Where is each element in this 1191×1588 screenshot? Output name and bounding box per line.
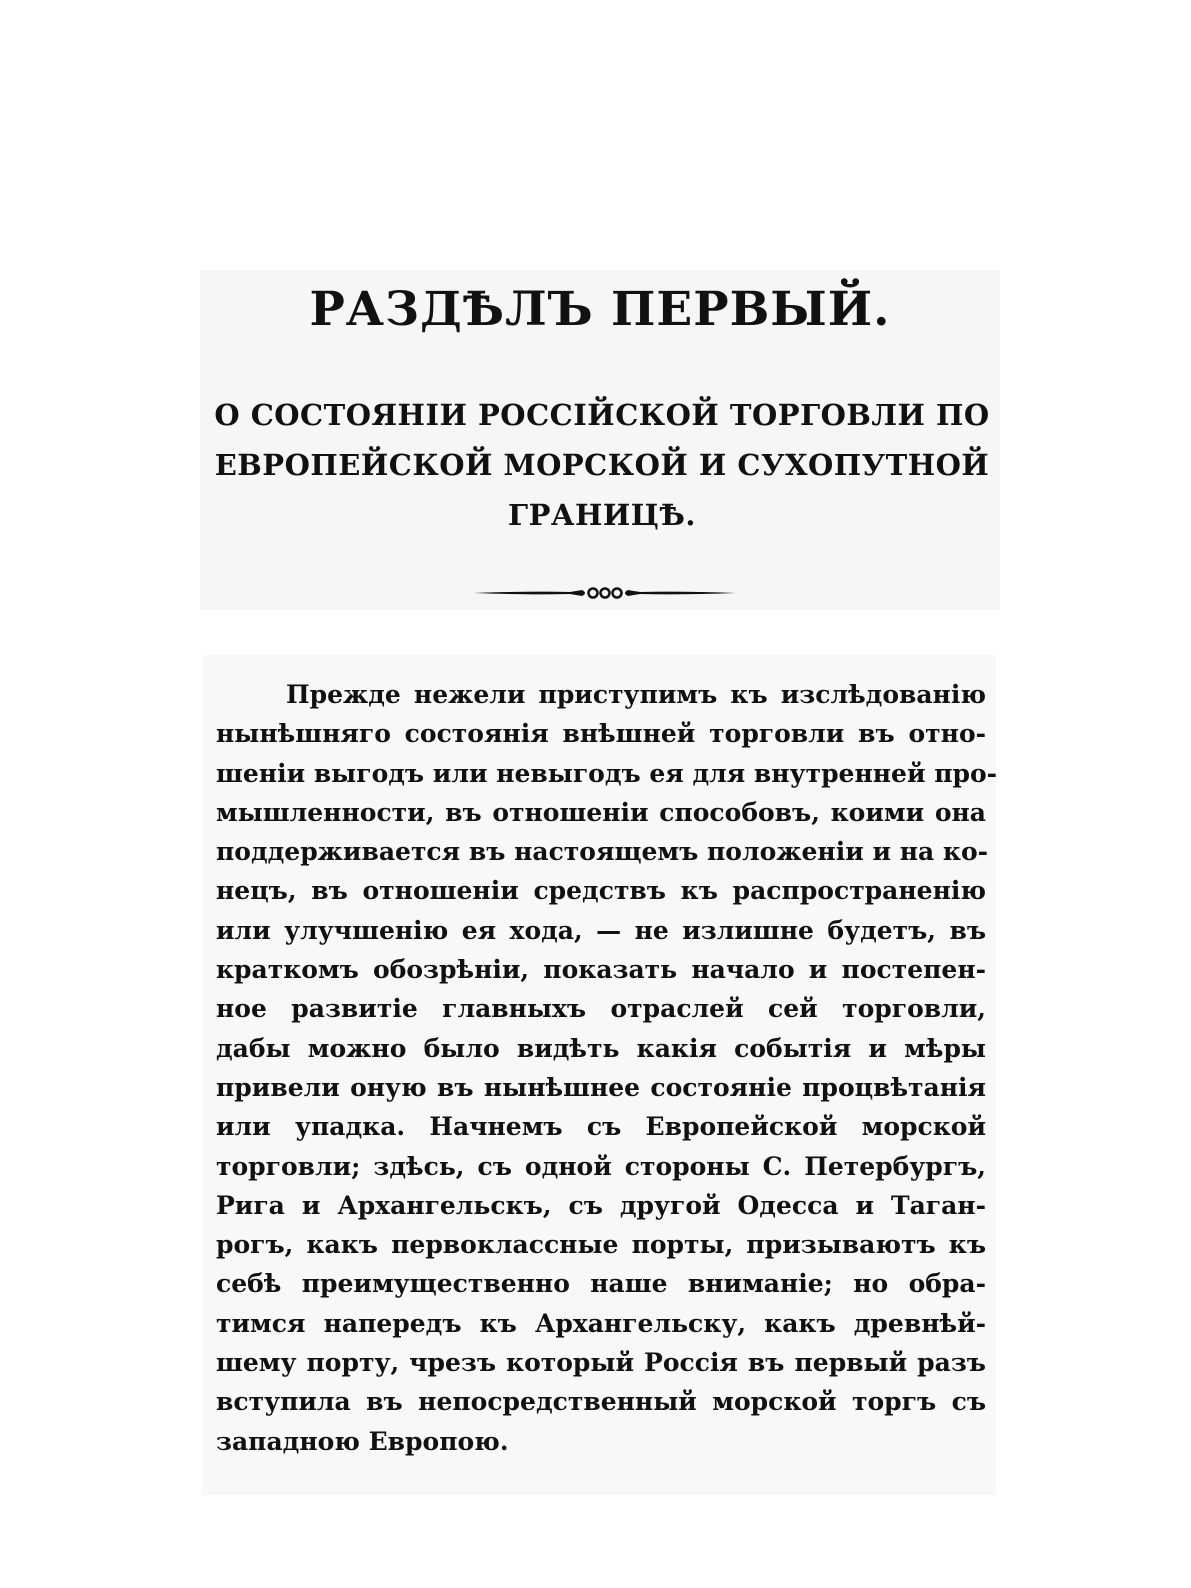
text-line: торговли; здѣсь, съ одной стороны С. Петербургъ, (216, 1151, 986, 1181)
section-title: РАЗДѢЛЪ ПЕРВЫЙ. (309, 282, 891, 337)
text-line: поддерживается въ настоящемъ положеніи и на ко- (216, 837, 989, 867)
text-line: или улучшенію ея хода, — не излишне будетъ, въ (216, 915, 986, 945)
text-line: нецъ, въ отношеніи средствъ къ распространенію (216, 876, 986, 906)
text-line: нынѣшняго состоянія внѣшней торговли въ отно- (216, 719, 986, 749)
ornament-divider (470, 578, 740, 608)
text-line: дабы можно было видѣть какія событія и мѣры (216, 1033, 986, 1063)
section-subtitle: О СОСТОЯНІИ РОССІЙСКОЙ ТОРГОВЛИ ПО ЕВРОПЕЙСКОЙ МОРСКОЙ И СУХОПУТНОЙ ГРАНИЦѢ. (214, 398, 990, 532)
text-line: краткомъ обозрѣніи, показать начало и постепен- (216, 955, 986, 985)
body-paragraph (216, 675, 998, 1461)
text-line: западною Европою. (216, 1426, 509, 1456)
text-line: тимся напередъ къ Архангельску, какъ древнѣй- (216, 1308, 986, 1338)
text-line: шеніи выгодъ или невыгодъ ея для внутренней про- (216, 758, 998, 788)
text-line: рогъ, какъ первоклассные порты, призываютъ къ (216, 1230, 986, 1260)
text-line: или упадка. Начнемъ съ Европейской морской (216, 1112, 986, 1142)
text-line: мышленности, въ отношеніи способовъ, коими она (216, 797, 986, 827)
text-line: привели оную въ нынѣшнее состояніе процвѣтанія (216, 1072, 986, 1102)
text-line: себѣ преимущественно наше вниманіе; но обра- (216, 1269, 986, 1299)
text-line: Рига и Архангельскъ, съ другой Одесса и Таган- (216, 1190, 986, 1220)
text-line: шему порту, чрезъ который Россія въ первый разъ (216, 1348, 986, 1378)
text-line: ное развитіе главныхъ отраслей сей торговли, (216, 994, 986, 1024)
text-line: Прежде нежели приступимъ къ изслѣдованію (286, 680, 986, 709)
text-line: вступила въ непосредственный морской торгъ съ (216, 1387, 986, 1417)
